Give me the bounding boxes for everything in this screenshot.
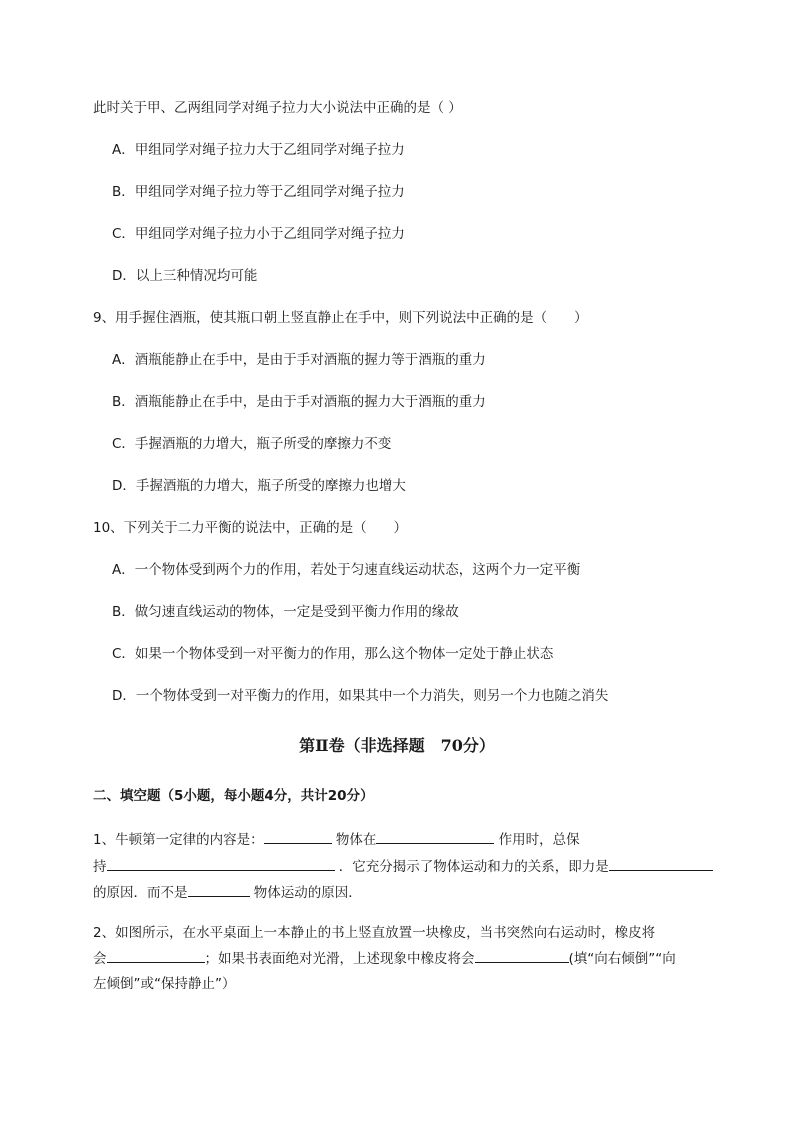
q8-stem: 此时关于甲、乙两组同学对绳子拉力大小说法中正确的是（ ） — [93, 100, 462, 116]
fill2-text-c: (填“向右倾倒”“向 — [568, 951, 676, 967]
fill1-text-c: 作用时，总保 — [494, 832, 580, 848]
section-2-title: 第Ⅱ卷（非选择题 70分） — [299, 736, 495, 755]
fill1-blank-5[interactable] — [188, 882, 250, 897]
fill1-text-g: 物体运动的原因． — [249, 885, 362, 901]
q8-option-a: A．甲组同学对绳子拉力大于乙组同学对绳子拉力 — [112, 142, 405, 158]
q9-option-c: C．手握酒瓶的力增大，瓶子所受的摩擦力不变 — [112, 436, 392, 452]
fill1-line3 — [93, 882, 362, 903]
q8-option-c: C．甲组同学对绳子拉力小于乙组同学对绳子拉力 — [112, 226, 405, 242]
fill2-line3: 左倾倒”或“保持静止”） — [93, 976, 236, 992]
fill1-line1 — [93, 829, 580, 850]
fill1-text-e: ．它充分揭示了物体运动和力的关系，即力是 — [334, 859, 609, 875]
fill2-text-a: 会 — [93, 951, 107, 967]
q10-option-c: C．如果一个物体受到一对平衡力的作用，那么这个物体一定处于静止状态 — [112, 646, 554, 662]
fill1-text-d: 持 — [93, 859, 107, 875]
fill2-text-b: ；如果书表面绝对光滑，上述现象中橡皮将会 — [204, 951, 475, 967]
fill1-blank-4[interactable] — [609, 856, 713, 871]
q10-stem: 10、下列关于二力平衡的说法中，正确的是（ ） — [93, 520, 408, 536]
fill1-text-f: 的原因．而不是 — [93, 885, 188, 901]
fill2-blank-1[interactable] — [107, 948, 205, 963]
fill1-line2 — [93, 856, 713, 877]
fill1-text-b: 物体在 — [331, 832, 377, 848]
fill1-blank-2[interactable] — [376, 829, 494, 844]
fill-in-heading: 二、填空题（5小题，每小题4分，共计20分） — [93, 788, 374, 804]
fill2-blank-2[interactable] — [475, 948, 569, 963]
fill1-text-a: 1、牛顿第一定律的内容是： — [93, 832, 264, 848]
q9-option-b: B．酒瓶能静止在手中，是由于手对酒瓶的握力大于酒瓶的重力 — [112, 394, 486, 410]
q9-option-a: A．酒瓶能静止在手中，是由于手对酒瓶的握力等于酒瓶的重力 — [112, 352, 486, 368]
q8-option-d: D．以上三种情况均可能 — [112, 268, 258, 284]
q10-option-a: A．一个物体受到两个力的作用，若处于匀速直线运动状态，这两个力一定平衡 — [112, 562, 581, 578]
q9-option-d: D．手握酒瓶的力增大，瓶子所受的摩擦力也增大 — [112, 478, 406, 494]
fill1-blank-1[interactable] — [264, 829, 332, 844]
q8-option-b: B．甲组同学对绳子拉力等于乙组同学对绳子拉力 — [112, 184, 405, 200]
q10-option-b: B．做匀速直线运动的物体，一定是受到平衡力作用的缘故 — [112, 604, 459, 620]
q9-stem: 9、用手握住酒瓶，使其瓶口朝上竖直静止在手中，则下列说法中正确的是（ ） — [93, 310, 588, 326]
fill2-line1: 2、如图所示，在水平桌面上一本静止的书上竖直放置一块橡皮，当书突然向右运动时，橡皮将 — [93, 925, 656, 941]
fill1-blank-3[interactable] — [107, 856, 335, 871]
fill2-line2 — [93, 948, 676, 969]
q10-option-d: D．一个物体受到一对平衡力的作用，如果其中一个力消失，则另一个力也随之消失 — [112, 688, 609, 704]
